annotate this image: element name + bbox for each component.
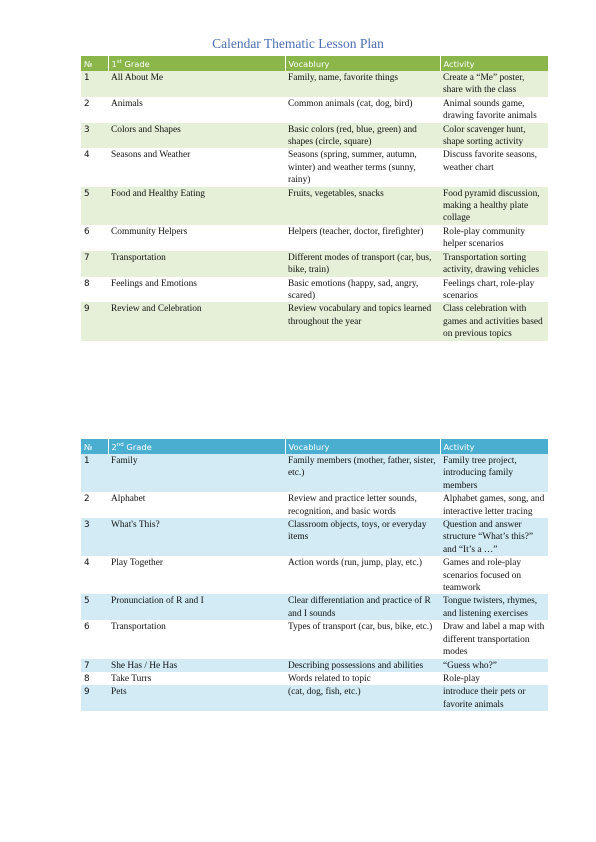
row-activity: Alphabet games, song, and interactive letter tracing [440,492,548,518]
table-row [81,620,548,658]
row-number: 6 [81,620,108,658]
row-topic: What's This? [108,518,285,556]
row-number: 4 [81,148,108,186]
row-vocabulary: Helpers (teacher, doctor, firefighter) [285,225,440,251]
row-number: 1 [81,71,108,97]
header-number: № [81,439,108,454]
row-number: 3 [81,123,108,149]
row-vocabulary: Basic colors (red, blue, green) and shapes (circle, square) [285,123,440,149]
page-title: Calendar Thematic Lesson Plan [212,36,384,51]
header-activity: Activity [440,56,548,71]
row-activity: Transportation sorting activity, drawing vehicles [440,251,548,277]
header-activity: Activity [440,439,548,454]
row-vocabulary: Fruits, vegetables, snacks [285,187,440,225]
row-vocabulary: Describing possessions and abilities [285,659,440,672]
second-grade-table [81,439,548,711]
row-topic: Colors and Shapes [108,123,285,149]
row-activity: Role-play community helper scenarios [440,225,548,251]
table-row [81,148,548,186]
row-topic: Alphabet [108,492,285,518]
row-vocabulary: Family members (mother, father, sister, etc.) [285,454,440,492]
row-activity: Create a “Me” poster, share with the class [440,71,548,97]
row-topic: Community Helpers [108,225,285,251]
row-topic: Pets [108,685,285,711]
table-row [81,302,548,340]
row-topic: Review and Celebration [108,302,285,340]
table-row [81,277,548,303]
row-number: 6 [81,225,108,251]
row-activity: Discuss favorite seasons, weather chart [440,148,548,186]
table-row [81,187,548,225]
row-vocabulary: Different modes of transport (car, bus, bike, train) [285,251,440,277]
row-activity: Tongue twisters, rhymes, and listening exercises [440,594,548,620]
row-vocabulary: Family, name, favorite things [285,71,440,97]
row-topic: Feelings and Emotions [108,277,285,303]
row-number: 9 [81,685,108,711]
row-topic: Play Together [108,556,285,594]
row-topic: Animals [108,97,285,123]
table-row [81,454,548,492]
row-vocabulary: Basic emotions (happy, sad, angry, scared) [285,277,440,303]
row-number: 9 [81,302,108,340]
row-activity: Role-play [440,672,548,685]
row-vocabulary: Seasons (spring, summer, autumn, winter) and weather terms (sunny, rainy) [285,148,440,186]
header-vocabulary: Vocablury [285,56,440,71]
header-grade: 2nd Grade [108,439,285,454]
row-topic: Transportation [108,251,285,277]
row-vocabulary: Types of transport (car, bus, bike, etc.) [285,620,440,658]
header-number: № [81,56,108,71]
row-number: 4 [81,556,108,594]
row-topic: Take Turrs [108,672,285,685]
row-topic: Pronunciation of R and I [108,594,285,620]
table-row [81,251,548,277]
row-activity: Question and answer structure “What’s this?” and “It’s a …” [440,518,548,556]
row-number: 5 [81,594,108,620]
row-vocabulary: Action words (run, jump, play, etc.) [285,556,440,594]
table-row [81,685,548,711]
header-vocabulary: Vocablury [285,439,440,454]
row-activity: Class celebration with games and activities based on previous topics [440,302,548,340]
row-vocabulary: Clear differentiation and practice of R and I sounds [285,594,440,620]
row-topic: All About Me [108,71,285,97]
table-row [81,659,548,672]
row-number: 7 [81,251,108,277]
row-number: 2 [81,97,108,123]
row-vocabulary: Classroom objects, toys, or everyday items [285,518,440,556]
table-row [81,123,548,149]
table-row [81,672,548,685]
first-grade-table [81,56,548,341]
row-vocabulary: Review and practice letter sounds, recognition, and basic words [285,492,440,518]
row-activity: Color scavenger hunt, shape sorting activity [440,123,548,149]
table-row [81,556,548,594]
row-vocabulary: (cat, dog, fish, etc.) [285,685,440,711]
row-activity: Family tree project, introducing family members [440,454,548,492]
table-row [81,518,548,556]
row-number: 5 [81,187,108,225]
row-topic: She Has / He Has [108,659,285,672]
row-activity: Food pyramid discussion, making a healthy plate collage [440,187,548,225]
row-activity: Draw and label a map with different transportation modes [440,620,548,658]
row-vocabulary: Review vocabulary and topics learned throughout the year [285,302,440,340]
row-vocabulary: Common animals (cat, dog, bird) [285,97,440,123]
row-number: 2 [81,492,108,518]
table-row [81,225,548,251]
table-row [81,97,548,123]
row-activity: Games and role-play scenarios focused on teamwork [440,556,548,594]
table-row [81,71,548,97]
row-activity: Animal sounds game, drawing favorite animals [440,97,548,123]
table-header-row [81,56,548,71]
row-topic: Family [108,454,285,492]
row-number: 8 [81,672,108,685]
table-row [81,594,548,620]
table-header-row [81,439,548,454]
row-topic: Transportation [108,620,285,658]
row-number: 3 [81,518,108,556]
row-number: 1 [81,454,108,492]
row-topic: Food and Healthy Eating [108,187,285,225]
table-row [81,492,548,518]
table-body [81,71,548,341]
header-grade: 1st Grade [108,56,285,71]
row-topic: Seasons and Weather [108,148,285,186]
row-number: 8 [81,277,108,303]
row-activity: “Guess who?” [440,659,548,672]
row-activity: Feelings chart, role-play scenarios [440,277,548,303]
row-activity: introduce their pets or favorite animals [440,685,548,711]
row-number: 7 [81,659,108,672]
row-vocabulary: Words related to topic [285,672,440,685]
table-body [81,454,548,711]
